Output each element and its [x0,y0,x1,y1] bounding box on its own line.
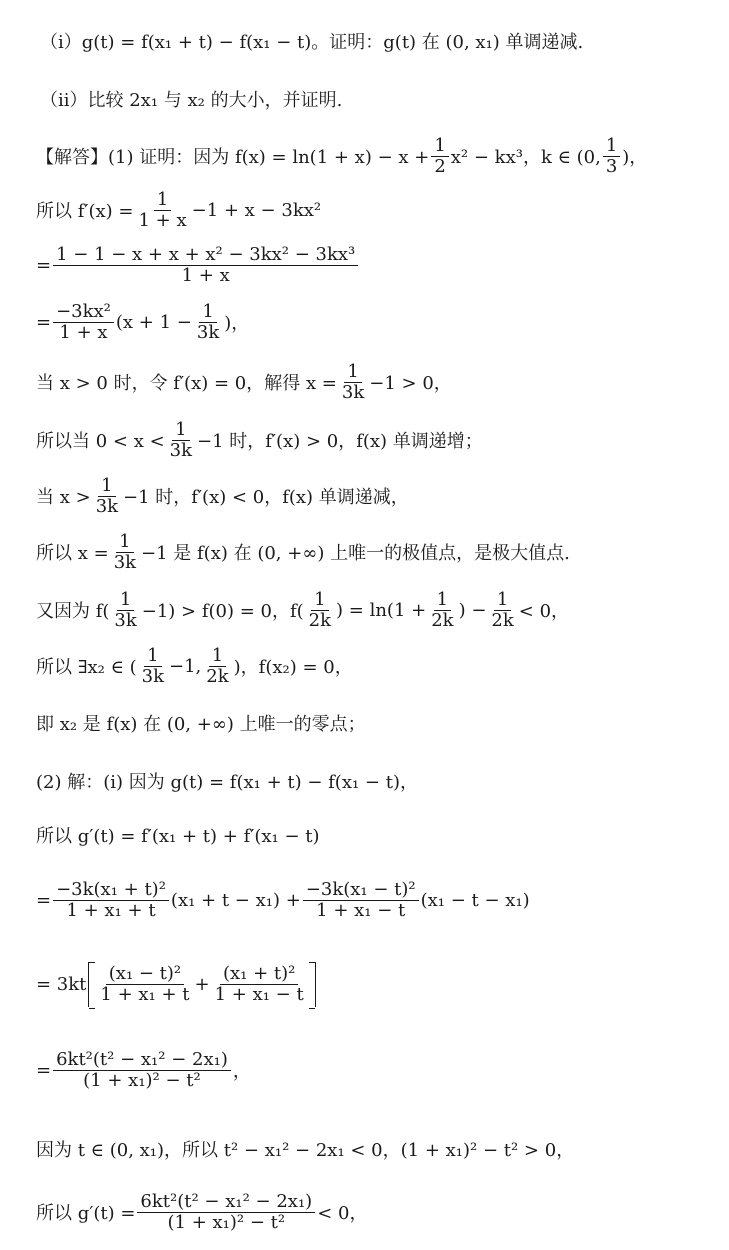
increasing-interval-line: 所以当 0 < x < $\frac{1}{3k}$ −1 时，f′(x) > 0，f(x) 单调递增； [36,419,483,461]
fraction: $\frac{1}{3k}$ [114,589,137,631]
fraction: $\frac{\text{6kt²(t² − x₁² − 2x₁)}}{\text{(1 + x₁)² − t²}}$ [137,1192,315,1233]
fraction: $\frac{1}{3k}$ [169,419,193,461]
derivative-line: 所以 f′(x) = $\frac{1}{1 + x}$ −1 + x − 3kx² [36,189,322,231]
g-derivative-line: 所以 g′(t) = f′(x₁ + t) + f′(x₁ − t) [36,826,320,847]
fraction: $\frac{\text{6kt²(t² − x₁² − 2x₁)}}{\text{(1 + x₁)² − t²}}$ [53,1050,231,1091]
part-2-intro-line: (2) 解：(i) 因为 g(t) = f(x₁ + t) − f(x₁ − t)， [36,772,418,793]
fraction: $\frac{1}{2k}$ [431,589,454,631]
conclusion-line: 所以 g′(t) = $\frac{\text{6kt²(t² − x₁² − 2x₁)}}{\text{(1 + x₁)² − t²}}$ < 0， [36,1191,368,1233]
derivative-factored-line: = $\frac{\text{−3kx²}}{1 + x}$ (x + 1 − $\frac{1}{3k}$ )， [36,301,250,343]
fraction: $\frac{1}{3k}$ [341,361,365,403]
fraction: $\frac{1}{2k}$ [308,589,332,631]
square-bracket: $\frac{\text{(x₁ − t)²}}{\text{1 + x₁ + t}}$ + $\frac{\text{(x₁ + t)²}}{\text{1 + x₁ − t}}$ [88,962,315,1007]
part-i-statement: （i）g(t) = f(x₁ + t) − f(x₁ − t)。证明：g(t) 在 (0, x₁) 单调递减. [40,32,584,53]
unique-zero-line: 即 x₂ 是 f(x) 在 (0, +∞) 上唯一的零点； [36,714,366,735]
fraction: $\frac{\text{−3kx²}}{1 + x}$ [53,302,114,343]
critical-point-line: 当 x > 0 时，令 f′(x) = 0，解得 x = $\frac{1}{3k}$ −1 > 0， [36,361,452,403]
fraction: $\frac{1}{1 + x}$ [138,189,187,231]
g-derivative-simplified-line: = $\frac{\text{6kt²(t² − x₁² − 2x₁)}}{\text{(1 + x₁)² − t²}}$ ， [36,1049,251,1091]
fraction: $\frac{\text{−3k(x₁ + t)²}}{\text{1 + x₁ + t}}$ [53,880,169,921]
fraction: $\frac{\text{1 − 1 − x + x + x² − 3kx² − 3kx³}}{1 + x}$ [53,245,358,286]
decreasing-interval-line: 当 x > $\frac{1}{3k}$ −1 时，f′(x) < 0，f(x) 单调递减， [36,475,409,517]
g-derivative-bracket-line: = 3kt $\frac{\text{(x₁ − t)²}}{\text{1 + x₁ + t}}$ + $\frac{\text{(x₁ + t)²}}{\text{1 + x₁ − t}}$ [36,962,318,1007]
fraction: $\frac{1}{2k}$ [491,589,514,631]
sign-check-line: 又因为 f( $\frac{1}{3k}$ −1) > f(0) = 0，f( $\frac{1}{2k}$ ) = ln(1 + $\frac{1}{2k}$ ) − $\frac{1}{2k}$ < 0， [36,589,570,631]
fraction: $\frac{1}{2k}$ [206,645,229,687]
solution-intro-line: 【解答】(1) 证明：因为 f(x) = ln(1 + x) − x + $\frac{1}{2}$ x² − kx³，k ∈ (0, $\frac{1}{3}$ )， [36,135,648,177]
fraction: $\frac{1}{3k}$ [95,475,119,517]
fraction: $\frac{1}{3}$ [603,136,620,177]
extremum-line: 所以 x = $\frac{1}{3k}$ −1 是 f(x) 在 (0, +∞) 上唯一的极值点，是极大值点. [36,531,570,573]
derivative-combined-line: = $\frac{\text{1 − 1 − x + x + x² − 3kx² − 3kx³}}{1 + x}$ [36,245,360,286]
fraction: $\frac{1}{3k}$ [196,301,220,343]
part-ii-statement: （ii）比较 2x₁ 与 x₂ 的大小，并证明. [40,90,343,111]
fraction: $\frac{\text{(x₁ − t)²}}{\text{1 + x₁ + t}}$ [100,963,190,1005]
zero-existence-line: 所以 ∃x₂ ∈ ( $\frac{1}{3k}$ −1, $\frac{1}{2k}$ )，f(x₂) = 0， [36,645,353,687]
sign-analysis-line: 因为 t ∈ (0, x₁)，所以 t² − x₁² − 2x₁ < 0，(1 + x₁)² − t² > 0， [36,1140,575,1161]
fraction: $\frac{1}{2}$ [431,136,448,177]
g-derivative-expanded-line: = $\frac{\text{−3k(x₁ + t)²}}{\text{1 + x₁ + t}}$ (x₁ + t − x₁) + $\frac{\text{−3k(x₁ − t)²}}{\text{1 + x₁ − t}}$ (x₁ − t − x₁) [36,879,530,921]
fraction: $\frac{1}{3k}$ [113,531,137,573]
fraction: $\frac{1}{3k}$ [141,645,165,687]
fraction: $\frac{\text{−3k(x₁ − t)²}}{\text{1 + x₁ − t}}$ [303,880,419,921]
fraction: $\frac{\text{(x₁ + t)²}}{\text{1 + x₁ − t}}$ [214,963,304,1005]
